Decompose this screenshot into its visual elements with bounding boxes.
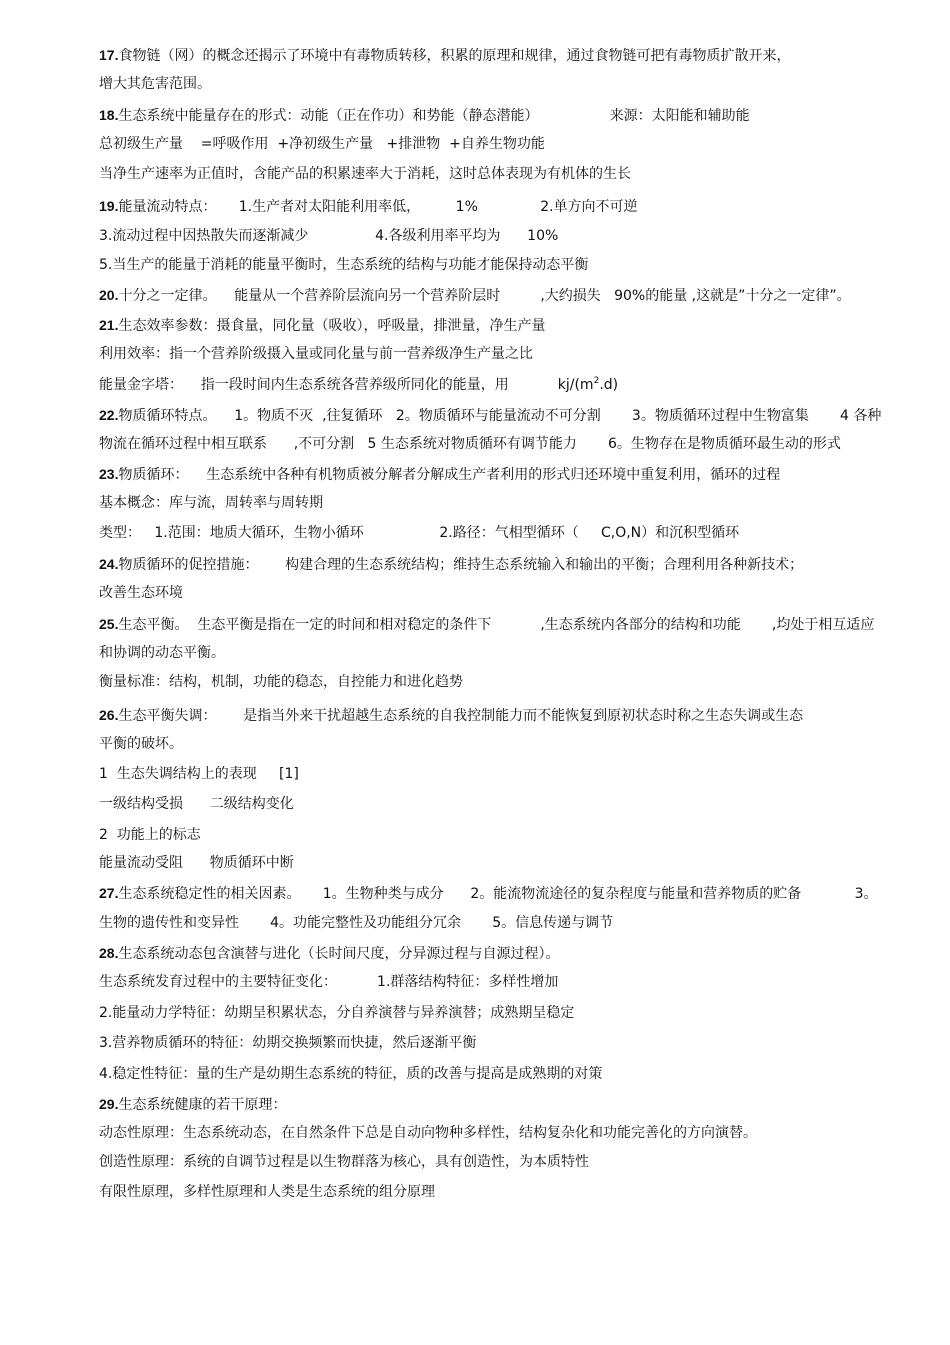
item-text: 生态系统健康的若干原理：: [118, 1097, 287, 1113]
item-28-line-5: [99, 1065, 602, 1083]
item-17-line-2: [99, 75, 211, 93]
item-24-line-2: [99, 584, 183, 602]
item-text: 1 生态失调结构上的表现 [1]: [99, 766, 299, 782]
item-28-line-2: [99, 973, 558, 991]
item-number: 27.: [99, 885, 119, 901]
item-text: 总初级生产量 =呼吸作用 +净初级生产量 +排泄物 +自养生物功能: [99, 136, 545, 152]
item-21-line-2: [99, 345, 533, 363]
item-number: 26.: [99, 707, 119, 723]
item-text: 生态系统中能量存在的形式：动能（正在作功）和势能（静态潜能） 来源：太阳能和辅助能: [118, 108, 750, 124]
item-26-line-4: [99, 795, 294, 813]
item-text: 生态平衡失调： 是指当外来干扰超越生态系统的自我控制能力而不能恢复到原初状态时称之生态失调或生态: [118, 708, 804, 724]
item-text: 能量流动受阻 物质循环中断: [99, 855, 294, 871]
item-23-line-2: [99, 494, 323, 512]
item-text: 3.流动过程中因热散失而逐渐减少 4.各级利用率平均为 10%: [99, 228, 559, 244]
item-text: 2.能量动力学特征：幼期呈积累状态，分自养演替与异养演替；成熟期呈稳定: [99, 1005, 575, 1021]
item-28-line-1: [99, 944, 559, 963]
item-number: 25.: [99, 616, 119, 632]
item-text: 能量金字塔： 指一段时间内生态系统各营养级所同化的能量，用 kj/(m: [99, 377, 594, 393]
item-text: 4.稳定性特征：量的生产是幼期生态系统的特征，质的改善与提高是成熟期的对策: [99, 1066, 603, 1082]
item-text: 物质循环： 生态系统中各种有机物质被分解者分解成生产者利用的形式归还环境中重复利用，循环的过程: [118, 467, 781, 483]
item-23-line-1: [99, 465, 780, 484]
item-19-line-3: [99, 256, 588, 274]
item-number: 29.: [99, 1096, 119, 1112]
item-29-line-1: [99, 1095, 286, 1114]
item-number: 21.: [99, 317, 119, 333]
item-26-line-6: [99, 854, 294, 872]
item-29-line-2: [99, 1124, 757, 1142]
item-text: 十分之一定律。 能量从一个营养阶层流向另一个营养阶层时 ,大约损失 90%的能量 ,这就是”十分之一定律”。: [118, 288, 851, 304]
item-text: 生态系统发育过程中的主要特征变化： 1.群落结构特征：多样性增加: [99, 974, 559, 990]
item-text: 物质循环特点。 1。物质不灭 ,往复循环 2。物质循环与能量流动不可分割 3。物质循环过程中生物富集 4 各种: [118, 408, 882, 424]
item-28-line-3: [99, 1004, 574, 1022]
item-text: 3.营养物质循环的特征：幼期交换频繁而快捷，然后逐渐平衡: [99, 1035, 477, 1051]
item-29-line-4: [99, 1183, 435, 1201]
item-text: 生物的遗传性和变异性 4。功能完整性及功能组分冗余 5。信息传递与调节: [99, 915, 614, 931]
item-text: 有限性原理，多样性原理和人类是生态系统的组分原理: [99, 1184, 435, 1200]
item-18-line-1: [99, 106, 750, 125]
item-27-line-2: [99, 914, 613, 932]
item-18-line-3: [99, 165, 631, 183]
item-text: 物质循环的促控措施： 构建合理的生态系统结构；维持生态系统输入和输出的平衡；合理利用各种新技术；: [118, 557, 804, 573]
item-18-line-2: [99, 135, 545, 153]
item-text: 生态系统动态包含演替与进化（长时间尺度，分异源过程与自源过程）。: [118, 946, 560, 962]
item-21-line-3: [99, 376, 618, 394]
item-text: 能量流动特点： 1.生产者对太阳能利用率低， 1% 2.单方向不可逆: [118, 199, 638, 215]
item-26-line-5: [99, 826, 201, 844]
item-26-line-3: [99, 765, 299, 783]
item-19-line-2: [99, 227, 558, 245]
item-number: 20.: [99, 287, 119, 303]
item-number: 18.: [99, 107, 119, 123]
item-29-line-3: [99, 1153, 589, 1171]
item-number: 17.: [99, 47, 119, 63]
item-text: 物流在循环过程中相互联系 ,不可分割 5 生态系统对物质循环有调节能力 6。生物存在是物质循环最生动的形式: [99, 436, 841, 452]
item-text: 增大其危害范围。: [99, 76, 211, 92]
item-26-line-1: [99, 706, 803, 725]
item-26-line-2: [99, 735, 183, 753]
item-22-line-2: [99, 435, 841, 453]
item-28-line-4: [99, 1034, 476, 1052]
item-text: 平衡的破坏。: [99, 736, 183, 752]
item-number: 24.: [99, 556, 119, 572]
item-text: 衡量标准：结构，机制，功能的稳态，自控能力和进化趋势: [99, 674, 463, 690]
item-17-line-1: [99, 46, 790, 65]
item-text: 动态性原理：生态系统动态，在自然条件下总是自动向物种多样性，结构复杂化和功能完善化的方向演替。: [99, 1125, 757, 1141]
item-25-line-1: [99, 615, 874, 634]
item-text: 创造性原理：系统的自调节过程是以生物群落为核心，具有创造性，为本质特性: [99, 1154, 589, 1170]
item-25-line-3: [99, 673, 463, 691]
item-text: 一级结构受损 二级结构变化: [99, 796, 294, 812]
item-text: 改善生态环境: [99, 585, 183, 601]
item-text: 利用效率：指一个营养阶级摄入量或同化量与前一营养级净生产量之比: [99, 346, 533, 362]
item-20-line-1: [99, 286, 851, 305]
item-27-line-1: [99, 884, 878, 903]
item-24-line-1: [99, 555, 803, 574]
item-number: 28.: [99, 945, 119, 961]
item-number: 22.: [99, 407, 119, 423]
item-text: 5.当生产的能量于消耗的能量平衡时，生态系统的结构与功能才能保持动态平衡: [99, 257, 589, 273]
item-text: 生态效率参数：摄食量，同化量（吸收），呼吸量，排泄量，净生产量: [118, 318, 546, 334]
item-number: 19.: [99, 198, 119, 214]
item-text: 类型： 1.范围：地质大循环，生物小循环 2.路径：气相型循环（ C,O,N）和沉积型循环: [99, 525, 740, 541]
item-number: 23.: [99, 466, 119, 482]
unit-tail: .d): [599, 377, 619, 393]
item-25-line-2: [99, 644, 225, 662]
item-text: 和协调的动态平衡。: [99, 645, 225, 661]
superscript: 2: [593, 376, 600, 386]
item-text: 生态系统稳定性的相关因素。 1。生物种类与成分 2。能流物流途径的复杂程度与能量和营养物质的贮备 3。: [118, 886, 878, 902]
item-23-line-3: [99, 524, 739, 542]
item-text: 基本概念：库与流，周转率与周转期: [99, 495, 323, 511]
item-text: 2 功能上的标志: [99, 827, 201, 843]
item-19-line-1: [99, 197, 638, 216]
item-text: 生态平衡。 生态平衡是指在一定的时间和相对稳定的条件下 ,生态系统内各部分的结构和功能 ,均处于相互适应: [118, 617, 875, 633]
item-text: 食物链（网）的概念还揭示了环境中有毒物质转移，积累的原理和规律，通过食物链可把有毒物质扩散开来，: [118, 48, 791, 64]
item-21-line-1: [99, 316, 545, 335]
item-text: 当净生产速率为正值时，含能产品的积累速率大于消耗，这时总体表现为有机体的生长: [99, 166, 631, 182]
item-22-line-1: [99, 406, 881, 425]
